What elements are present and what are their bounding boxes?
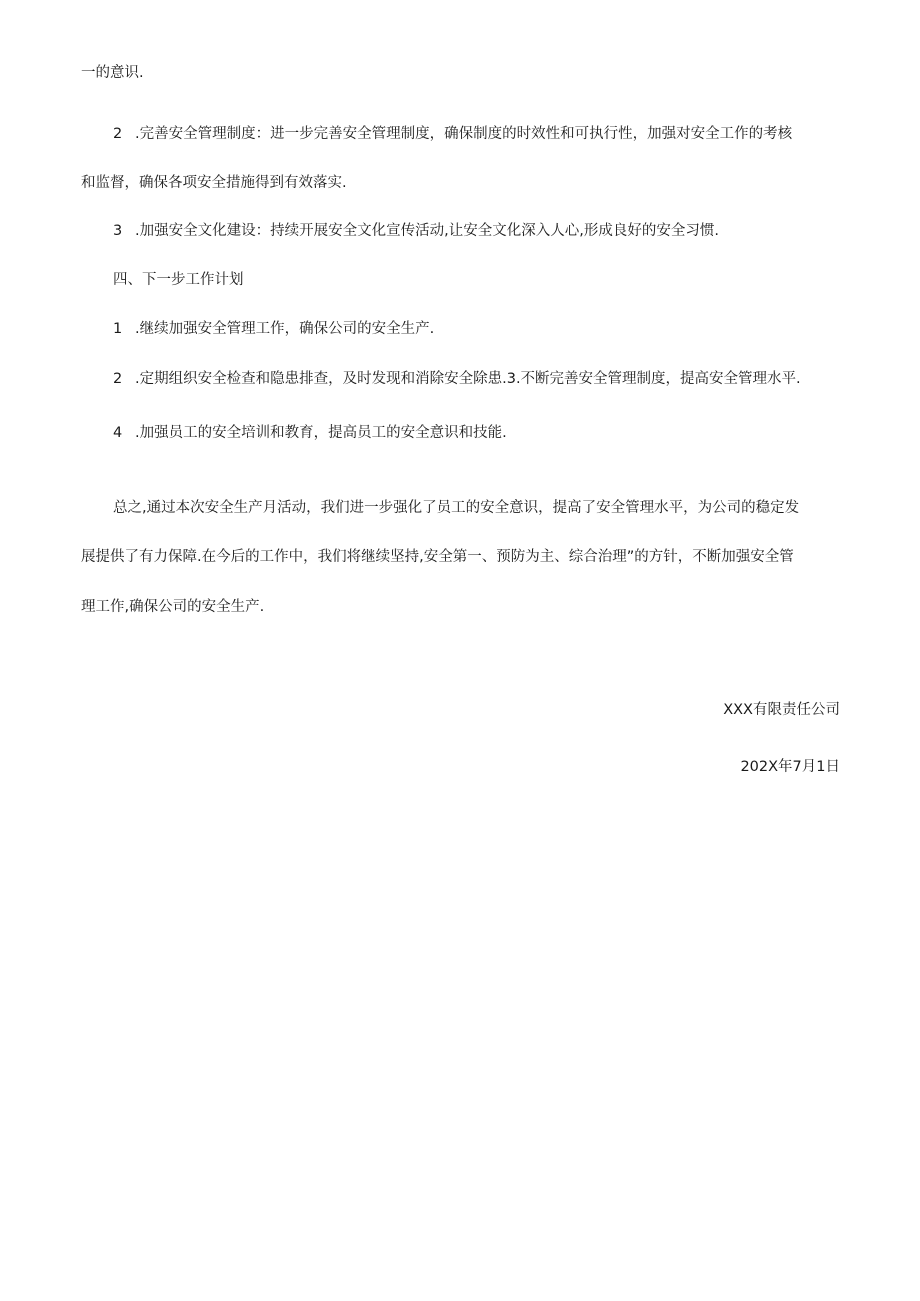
list-item-text: .加强安全文化建设：持续开展安全文化宣传活动,让安全文化深入人心,形成良好的安全习惯. — [135, 223, 719, 239]
section3-item-2-line2: 和监督，确保各项安全措施得到有效落实. — [81, 175, 347, 191]
section3-item-2-line1 — [113, 124, 792, 144]
list-item-text: .完善安全管理制度：进一步完善安全管理制度，确保制度的时效性和可执行性，加强对安全工作的考核 — [135, 126, 793, 142]
list-number: 3 — [113, 223, 123, 239]
list-number: 2 — [113, 126, 123, 142]
list-item-text: .加强员工的安全培训和教育，提高员工的安全意识和技能. — [135, 425, 507, 441]
section4-heading: 四、下一步工作计划 — [113, 272, 244, 288]
list-number: 2 — [113, 371, 123, 387]
section4-item-2 — [113, 369, 801, 389]
section4-item-4 — [113, 423, 507, 443]
signature-company: XXX有限责任公司 — [723, 702, 840, 718]
section4-item-1 — [113, 319, 434, 339]
signature-date: 202X年7月1日 — [740, 759, 840, 775]
intro-tail-text: 一的意识. — [81, 65, 144, 81]
list-item-text: .继续加强安全管理工作，确保公司的安全生产. — [135, 321, 435, 337]
section3-item-3 — [113, 221, 719, 241]
list-number: 1 — [113, 321, 123, 337]
conclusion-line3: 理工作,确保公司的安全生产. — [81, 599, 265, 615]
list-item-text: .定期组织安全检查和隐患排查，及时发现和消除安全除患.3.不断完善安全管理制度，提高安全管理水平. — [135, 371, 801, 387]
list-number: 4 — [113, 425, 123, 441]
conclusion-line1: 总之,通过本次安全生产月活动，我们进一步强化了员工的安全意识，提高了安全管理水平，为公司的稳定发 — [113, 500, 800, 516]
conclusion-line2: 展提供了有力保障.在今后的工作中，我们将继续坚持,安全第一、预防为主、综合治理”的方针，不断加强安全管 — [81, 549, 794, 565]
